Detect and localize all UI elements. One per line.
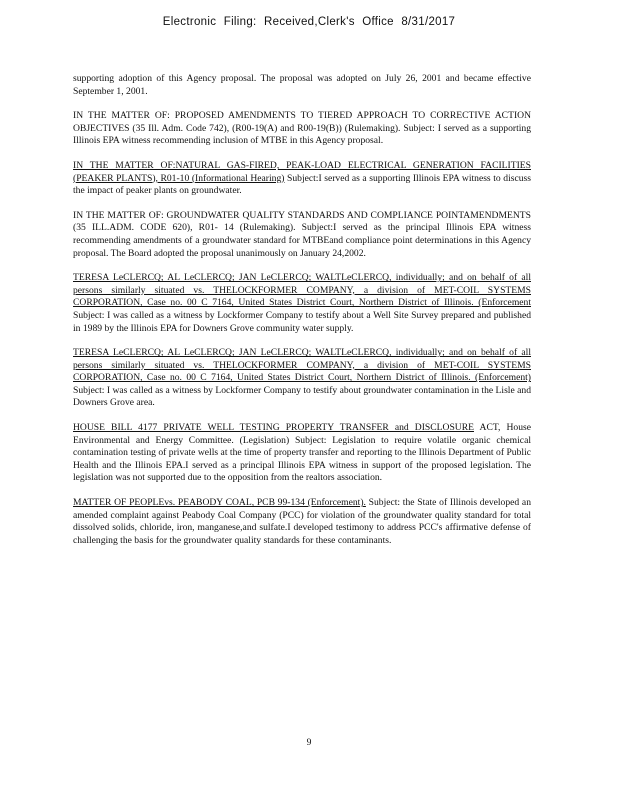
document-body	[73, 73, 531, 559]
paragraph-text: Subject: I was called as a witness by Lockformer Company to testify about a Well Site Survey prepared and published in 1989 by the Illinois EPA for Downers Grove community water supply.	[73, 309, 531, 334]
paragraph-text: IN THE MATTER OF: GROUNDWATER QUALITY STANDARDS AND COMPLIANCE POINTAMENDMENTS (35 ILL.ADM. CODE 620), R01- 14 (Rulemaking). Subject:I served as the principal Illinois EPA witness recommending amendments of a groundwater standard for MTBEand compliance point determinations in this Agency proposal. The Board adopted the proposal unanimously on January 24,2002.	[73, 209, 531, 259]
page-number: 9	[306, 737, 312, 748]
paragraph-text: IN THE MATTER OF: PROPOSED AMENDMENTS TO TIERED APPROACH TO CORRECTIVE ACTION OBJECTIVES (35 Ill. Adm. Code 742), (R00-19(A) and R00-19(B)) (Rulemaking). Subject: I served as a supporting Illinois EPA witness recommending inclusion of MTBE in this Agency proposal.	[73, 110, 531, 147]
paragraph-underlined-heading: TERESA LeCLERCQ; AL LeCLERCQ; JAN LeCLERCQ; WALTLeCLERCQ, individually; and on behalf of all persons similarly situated vs. THELOCKFORMER COMPANY, a division of MET-COIL SYSTEMS CORPORATION, Case no. 00 C 7164, United States District Court, Northern District of Illinois. (Enforcement	[73, 272, 531, 309]
paragraph	[73, 497, 531, 547]
paragraph	[73, 73, 531, 98]
paragraph-text: Subject:I served as a supporting Illinois EPA witness to discuss the impact of peaker plants on groundwater.	[73, 172, 531, 197]
paragraph-text: Subject: the State of Illinois developed an amended complaint against Peabody Coal Company (PCC) for violation of the groundwater quality standard for total dissolved solids, chloride, iron, manganese,and sulfate.I developed testimony to address PCC's affirmative defense of challenging the basis for the groundwater quality standards for these contaminants.	[73, 497, 531, 546]
filing-header: Electronic Filing: Received,Clerk's Office 8/31/2017	[162, 16, 456, 28]
paragraph-underlined-heading: MATTER OF PEOPLEvs. PEABODY COAL, PCB 99-134 (Enforcement).	[73, 497, 366, 509]
paragraph-text: supporting adoption of this Agency proposal. The proposal was adopted on July 26, 2001 and became effective September 1, 2001.	[73, 73, 531, 97]
paragraph-underlined-heading: TERESA LeCLERCQ; AL LeCLERCQ; JAN LeCLERCQ; WALTLeCLERCQ, individually; and on behalf of all persons similarly situated vs. THELOCKFORMER COMPANY, a division of MET-COIL SYSTEMS CORPORATION, Case no. 00 C 7164, United States District Court, Northern District of Illinois. (Enforcement)	[73, 347, 531, 384]
paragraph-underlined-heading: HOUSE BILL 4177 PRIVATE WELL TESTING PROPERTY TRANSFER and DISCLOSURE	[73, 422, 474, 434]
paragraph-underlined-heading: IN THE MATTER OF:NATURAL GAS-FIRED, PEAK-LOAD ELECTRICAL GENERATION FACILITIES (PEAKER PLANTS), R01-10 (Informational Hearing)	[73, 159, 531, 184]
paragraph-text: Subject: I was called as a witness by Lockformer Company to testify about groundwater contamination in the Lisle and Downers Grove area.	[73, 384, 531, 409]
paragraph-text: ACT, House Environmental and Energy Committee. (Legislation) Subject: Legislation to require volatile organic chemical contamination testing of private wells at the time of property transfer and reporting to the Illinois Department of Public Health and the Illinois EPA.I served as a principal Illinois EPA witness in support of the proposed legislation. The legislation was not supported due to the opposition from the realtors association.	[73, 422, 532, 484]
paragraph	[73, 347, 531, 410]
paragraph	[73, 272, 531, 335]
paragraph	[73, 210, 531, 260]
paragraph	[73, 110, 531, 148]
paragraph	[73, 422, 531, 485]
paragraph	[73, 160, 531, 198]
